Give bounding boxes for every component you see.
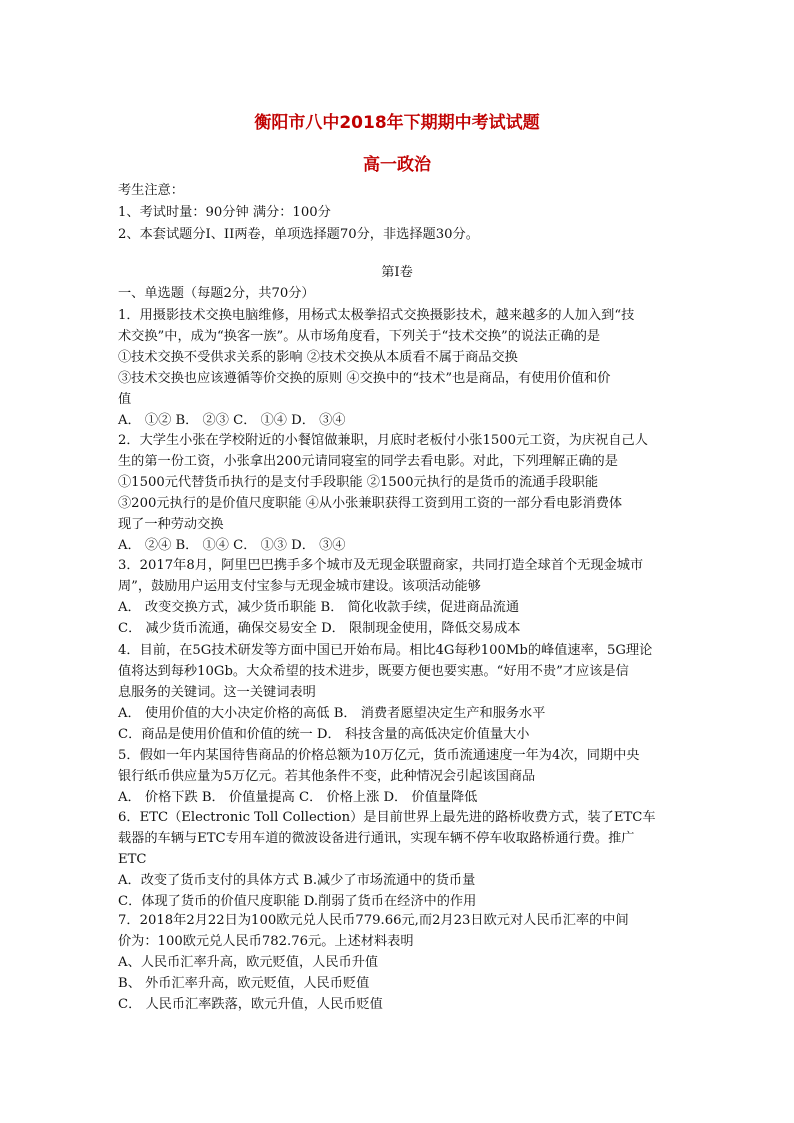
question-line: A、人民币汇率升高，欧元贬值，人民币升值 [118,955,379,970]
question-line: A． ①② B． ②③ C． ①④ D． ③④ [118,413,346,428]
exam-subject: 高一政治 [363,155,431,175]
question-line: 价为：100欧元兑人民币782.76元。上述材料表明 [118,934,414,949]
question-line: ①技术交换不受供求关系的影响 ②技术交换从本质看不属于商品交换 [118,350,518,365]
question-line: 生的第一份工资，小张拿出200元请同寝室的同学去看电影。对此，下列理解正确的是 [118,454,618,469]
question-line: 息服务的关键词。这一关键词表明 [118,685,316,700]
question-line: ETC [118,852,147,867]
question-line: ①1500元代替货币执行的是支付手段职能 ②1500元执行的是货币的流通手段职能 [118,475,599,490]
question-line: C．体现了货币的价值尺度职能 D.削弱了货币在经济中的作用 [118,894,477,909]
question-line: 值将达到每秒10Gb。大众希望的技术进步，既要方便也要实惠。“好用不贵”才应该是信 [118,664,629,679]
question-line: 术交换”中，成为“换客一族”。从市场角度看，下列关于“技术交换”的说法正确的是 [118,329,601,344]
question-line: A．改变了货币支付的具体方式 B.减少了市场流通中的货币量 [118,873,476,888]
question-line: A． ②④ B． ①④ C． ①③ D． ③④ [118,538,346,553]
question-line: 2．大学生小张在学校附近的小餐馆做兼职，月底时老板付小张1500元工资，为庆祝自己人 [118,433,648,448]
exam-title: 衡阳市八中2018年下期期中考试试题 [254,113,540,133]
question-line: ③技术交换也应该遵循等价交换的原则 ④交换中的“技术”也是商品，有使用价值和价 [118,371,611,386]
question-line: 现了一种劳动交换 [118,517,224,532]
volume-heading: 第Ⅰ卷 [381,265,413,280]
section-heading: 一、单选题（每题2分，共70分） [118,286,315,301]
question-line: A． 改变交换方式，减少货币职能 B． 简化收款手续，促进商品流通 [118,600,520,615]
question-line: C． 人民币汇率跌落，欧元升值，人民币贬值 [118,997,383,1012]
question-line: 周”，鼓励用户运用支付宝参与无现金城市建设。该项活动能够 [118,579,481,594]
question-line: 6．ETC（Electronic Toll Collection）是目前世界上最先进的路桥收费方式，装了ETC车 [118,810,656,825]
question-line: 3．2017年8月，阿里巴巴携手多个城市及无现金联盟商家，共同打造全球首个无现金城市 [118,558,644,573]
notice-line: 2、本套试题分Ⅰ、II两卷，单项选择题70分，非选择题30分。 [118,227,479,242]
question-line: ③200元执行的是价值尺度职能 ④从小张兼职获得工资到用工资的一部分看电影消费体 [118,496,623,511]
notice-line: 1、考试时量：90分钟 满分：100分 [118,205,331,220]
question-line: 值 [118,392,132,407]
question-line: 1．用摄影技术交换电脑维修，用杨式太极拳招式交换摄影技术，越来越多的人加入到“技 [118,308,635,323]
question-line: 5．假如一年内某国待售商品的价格总额为10万亿元，货币流通速度一年为4次，同期中央 [118,748,640,763]
question-line: B、 外币汇率升高，欧元贬值，人民币贬值 [118,976,370,991]
question-line: 4．目前，在5G技术研发等方面中国已开始布局。相比4G每秒100Mb的峰值速率，5G理论 [118,643,653,658]
notice-heading: 考生注意： [118,183,184,198]
question-line: 银行纸币供应量为5万亿元。若其他条件不变，此种情况会引起该国商品 [118,769,536,784]
question-line: A． 使用价值的大小决定价格的高低 B． 消费者愿望决定生产和服务水平 [118,706,546,721]
question-line: 载器的车辆与ETC专用车道的微波设备进行通讯，实现车辆不停车收取路桥通行费。推广 [118,831,635,846]
question-line: C．商品是使用价值和价值的统一 D． 科技含量的高低决定价值量大小 [118,727,530,742]
question-line: C． 减少货币流通，确保交易安全 D． 限制现金使用，降低交易成本 [118,621,521,636]
question-line: 7．2018年2月22日为100欧元兑人民币779.66元,而2月23日欧元对人民币汇率的中间 [118,913,629,928]
question-line: A． 价格下跌 B． 价值量提高 C． 价格上涨 D． 价值量降低 [118,790,478,805]
